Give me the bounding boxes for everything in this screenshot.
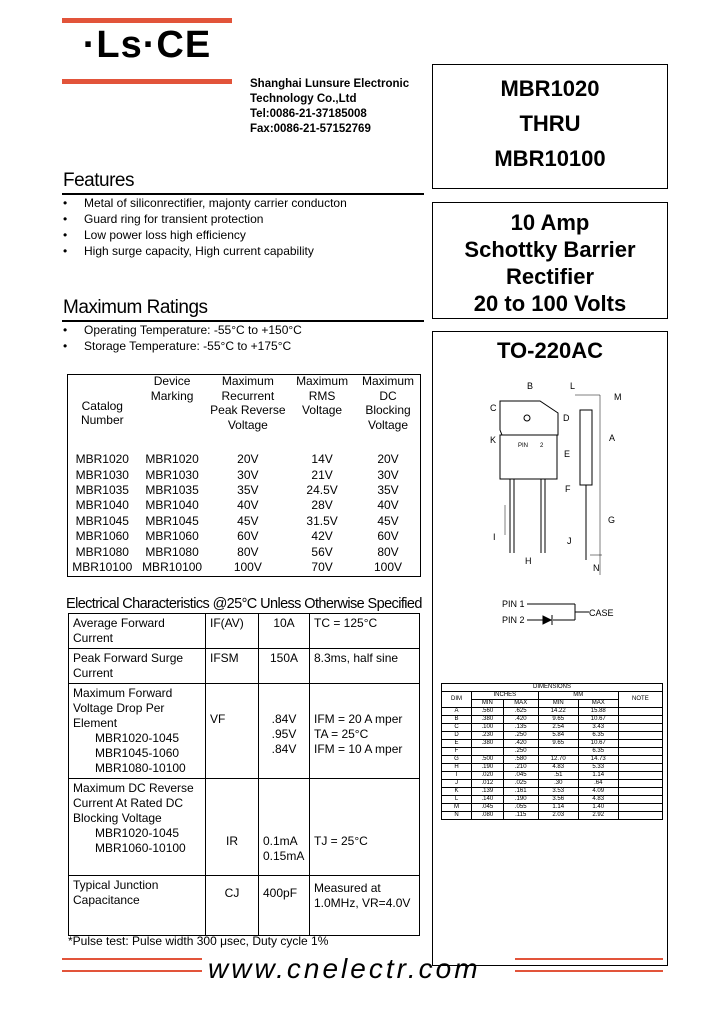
peak-surge-symbol: IFSM (206, 649, 259, 684)
dimension-cell (618, 788, 662, 796)
peak-surge-value: 150A (259, 649, 310, 684)
ratings-cell: 35V (377, 482, 399, 497)
dimension-cell: K (442, 788, 472, 796)
junction-cap-c2: 1.0MHz, VR=4.0V (314, 896, 411, 910)
footer-line-right (515, 958, 663, 960)
dimension-cell: 2.54 (538, 724, 578, 732)
dimension-cell (618, 740, 662, 748)
dimension-cell: 6.35 (578, 732, 618, 740)
forward-voltage-v2: .95V (271, 727, 297, 741)
ratings-cell: 60V (377, 529, 399, 544)
feature-item: • Guard ring for transient protection (63, 211, 347, 227)
dimension-cell: .250 (503, 732, 538, 740)
company-info (250, 77, 409, 137)
dimension-cell: .190 (471, 764, 503, 772)
dimension-cell: 15.88 (578, 708, 618, 716)
ratings-cell: MBR10100 (72, 559, 133, 574)
dimension-cell: .080 (471, 812, 503, 820)
ratings-cell: 42V (311, 529, 333, 544)
mm-max-header: MAX (578, 700, 618, 708)
dimension-row (442, 716, 663, 724)
junction-cap-c1: Measured at (314, 881, 381, 895)
company-logo: ·Ls·CE (82, 24, 212, 66)
dimensions-title: DIMENSIONS (442, 684, 663, 692)
forward-voltage-symbol: VF (206, 684, 259, 779)
dimensions-body (442, 708, 663, 820)
dimension-cell: .139 (471, 788, 503, 796)
dimension-cell: H (442, 764, 472, 772)
dimension-cell: 2.03 (538, 812, 578, 820)
dimension-cell: .020 (471, 772, 503, 780)
dimension-cell: N (442, 812, 472, 820)
ratings-cell: 20V (237, 452, 259, 467)
dimension-cell: G (442, 756, 472, 764)
dimension-cell: 3.53 (538, 788, 578, 796)
dimension-cell: D (442, 732, 472, 740)
junction-cap-symbol: CJ (206, 876, 259, 936)
dimension-cell: .420 (503, 716, 538, 724)
peak-surge-cond: 8.3ms, half sine (310, 649, 420, 684)
forward-voltage-c3: IFM = 10 A mper (314, 742, 403, 756)
dimension-cell: 2.92 (578, 812, 618, 820)
reverse-current-sub2: MBR1060-10100 (95, 841, 186, 855)
feature-item: • High surge capacity, High current capability (63, 243, 347, 259)
ratings-row (67, 452, 421, 467)
dimension-cell: 1.40 (578, 804, 618, 812)
ratings-cell: MBR1080 (75, 544, 129, 559)
label-c: C (490, 403, 497, 413)
dimensions-table (441, 683, 663, 820)
part-number-first: MBR1020 (500, 76, 600, 101)
dimension-cell: L (442, 796, 472, 804)
ratings-row (67, 514, 421, 529)
ratings-row (67, 560, 421, 575)
forward-voltage-c2: TA = 25°C (314, 727, 369, 741)
ratings-cell: MBR1080 (145, 544, 199, 559)
mm-header: MM (538, 692, 618, 700)
dimension-cell (618, 708, 662, 716)
footer-line-left-2 (62, 970, 202, 972)
label-g: G (608, 515, 616, 525)
company-name-2: Technology Co.,Ltd (250, 93, 357, 105)
ratings-cell: MBR1045 (75, 513, 129, 528)
features-list (63, 195, 347, 259)
dimension-cell (618, 724, 662, 732)
dimension-row (442, 796, 663, 804)
ratings-row (67, 483, 421, 498)
ratings-cell: MBR1035 (75, 482, 129, 497)
dimension-cell: .64 (578, 780, 618, 788)
dimension-cell: .230 (471, 732, 503, 740)
ratings-cell: 60V (237, 529, 259, 544)
desc-rectifier: Rectifier (505, 264, 595, 289)
dimension-cell: .115 (503, 812, 538, 820)
junction-cap-value: 400pF (259, 876, 310, 936)
forward-voltage-sub2: MBR1045-1060 (95, 746, 180, 760)
dimension-cell: 6.35 (578, 748, 618, 756)
temperature-list (63, 322, 302, 354)
electrical-table (68, 613, 420, 936)
col-catalog-number: Catalog Number (80, 398, 124, 427)
ratings-cell: 21V (311, 467, 333, 482)
feature-item: • Metal of siliconrectifier, majonty carrier conducton (63, 195, 347, 211)
dimension-row (442, 804, 663, 812)
dimension-cell: .500 (471, 756, 503, 764)
dimension-cell: .025 (503, 780, 538, 788)
company-fax: Fax:0086-21-57152769 (250, 123, 371, 135)
ratings-cell: 100V (233, 559, 262, 574)
dimension-cell: .140 (471, 796, 503, 804)
desc-voltage: 20 to 100 Volts (473, 291, 627, 316)
dimension-cell: 5.84 (538, 732, 578, 740)
ratings-cell: 28V (311, 498, 333, 513)
ratings-cell: MBR1030 (75, 467, 129, 482)
operating-temperature: • Operating Temperature: -55°C to +150°C (63, 322, 302, 338)
side-view-body (580, 410, 592, 485)
reverse-current-sub1: MBR1020-1045 (95, 826, 180, 840)
dimension-cell: 5.33 (578, 764, 618, 772)
pulse-test-note: *Pulse test: Pulse width 300 μsec, Duty cycle 1% (68, 934, 329, 948)
dimension-cell: .560 (471, 708, 503, 716)
dimension-cell (618, 716, 662, 724)
svg-text:PIN: PIN (518, 443, 529, 449)
dimension-cell: A (442, 708, 472, 716)
ratings-cell: 45V (237, 513, 259, 528)
dimension-cell (618, 732, 662, 740)
col-device-marking: Device Marking (150, 374, 194, 403)
svg-text:2: 2 (540, 443, 544, 449)
logo-bottom-bar (62, 79, 232, 84)
inch-max-header: MAX (503, 700, 538, 708)
label-n: N (593, 563, 600, 573)
dimension-row (442, 732, 663, 740)
max-ratings-heading: Maximum Ratings (63, 297, 208, 318)
part-number-box (432, 64, 668, 189)
ratings-cell: MBR1020 (145, 452, 199, 467)
ratings-row (67, 529, 421, 544)
label-l: L (570, 381, 576, 391)
ratings-cell: 30V (237, 467, 259, 482)
dimension-cell: .51 (538, 772, 578, 780)
footer-line-right-2 (515, 970, 663, 972)
dimension-cell: 4.09 (578, 788, 618, 796)
dimension-cell (618, 756, 662, 764)
desc-current: 10 Amp (510, 210, 590, 235)
footer-line-left (62, 958, 202, 960)
tab-outline (500, 401, 558, 435)
dimension-cell: 10.67 (578, 716, 618, 724)
label-f: F (565, 484, 571, 494)
col-rms-voltage: Maximum RMS Voltage (296, 374, 349, 417)
dimension-cell: .135 (503, 724, 538, 732)
ratings-cell: MBR10100 (142, 559, 203, 574)
package-name: TO-220AC (497, 338, 603, 363)
ratings-row (67, 498, 421, 513)
dimension-cell (471, 748, 503, 756)
dimension-cell: 14.73 (578, 756, 618, 764)
dimension-cell: .190 (503, 796, 538, 804)
label-d: D (563, 413, 570, 423)
label-h: H (525, 556, 532, 566)
ratings-cell: MBR1030 (145, 467, 199, 482)
col-peak-reverse-voltage: Maximum Recurrent Peak Reverse Voltage (210, 374, 286, 432)
body-outline (500, 435, 557, 479)
label-a: A (609, 433, 616, 443)
dimension-cell (618, 772, 662, 780)
forward-voltage-c1: IFM = 20 A mper (314, 712, 403, 726)
pin-1-label: PIN 1 (502, 599, 525, 609)
ratings-cell: 100V (374, 559, 403, 574)
ratings-row (67, 544, 421, 559)
ratings-cell: 40V (237, 498, 259, 513)
storage-temperature: • Storage Temperature: -55°C to +175°C (63, 338, 302, 354)
dimension-cell (618, 804, 662, 812)
ratings-cell: 20V (377, 452, 399, 467)
dimension-cell: .380 (471, 740, 503, 748)
dim-header: DIM (442, 692, 472, 708)
desc-type: Schottky Barrier (464, 237, 636, 262)
dimension-cell: .250 (503, 748, 538, 756)
dimension-cell: .012 (471, 780, 503, 788)
company-name: Shanghai Lunsure Electronic (250, 78, 410, 90)
ratings-cell: 45V (377, 513, 399, 528)
note-header: NOTE (618, 692, 662, 708)
inches-header: INCHES (471, 692, 538, 700)
dimension-cell: .625 (503, 708, 538, 716)
dimension-cell: .055 (503, 804, 538, 812)
logo-top-bar (62, 18, 232, 23)
dimension-cell: .045 (471, 804, 503, 812)
dimension-cell: 14.22 (538, 708, 578, 716)
reverse-current-cond: TJ = 25°C (310, 779, 420, 876)
pin-2-label: PIN 2 (502, 615, 525, 625)
package-outline-drawing (470, 375, 650, 575)
company-tel: Tel:0086-21-37185008 (250, 108, 367, 120)
pin-schematic-diagram (525, 598, 595, 630)
dimension-row (442, 740, 663, 748)
dimension-cell: .30 (538, 780, 578, 788)
col-dc-blocking-voltage: Maximum DC Blocking Voltage (362, 374, 415, 432)
label-b: B (527, 381, 534, 391)
dimension-cell: 4.83 (538, 764, 578, 772)
ratings-cell: 80V (237, 544, 259, 559)
peak-surge-param: Peak Forward Surge Current (69, 649, 206, 684)
dimension-cell: F (442, 748, 472, 756)
dimension-cell: J (442, 780, 472, 788)
dimension-cell: 1.14 (538, 804, 578, 812)
ratings-cell: MBR1020 (75, 452, 129, 467)
dimension-cell: 3.43 (578, 724, 618, 732)
ratings-cell: 30V (377, 467, 399, 482)
dimension-cell: 10.67 (578, 740, 618, 748)
dimension-row (442, 748, 663, 756)
ratings-cell: MBR1040 (75, 498, 129, 513)
dimension-cell: .161 (503, 788, 538, 796)
dimension-row (442, 772, 663, 780)
case-label: CASE (589, 608, 614, 618)
dimension-cell: B (442, 716, 472, 724)
dimension-cell: I (442, 772, 472, 780)
dimension-cell: 1.14 (578, 772, 618, 780)
dimension-cell (618, 780, 662, 788)
avg-forward-current-symbol: IF(AV) (206, 614, 259, 649)
avg-forward-current-value: 10A (259, 614, 310, 649)
reverse-current-v2: 0.15mA (263, 849, 305, 863)
ratings-cell: 40V (377, 498, 399, 513)
reverse-current-symbol: IR (206, 779, 259, 876)
dimension-cell: .100 (471, 724, 503, 732)
ratings-cell: MBR1060 (75, 529, 129, 544)
ratings-row (67, 467, 421, 482)
dimension-cell: 4.83 (578, 796, 618, 804)
dimension-cell (618, 812, 662, 820)
ratings-cell: MBR1045 (145, 513, 199, 528)
dimension-cell: 9.65 (538, 740, 578, 748)
dimension-row (442, 764, 663, 772)
forward-voltage-v1: .84V (271, 712, 297, 726)
label-k: K (490, 435, 497, 445)
dimension-cell (618, 796, 662, 804)
dimension-cell: 3.56 (538, 796, 578, 804)
mm-min-header: MIN (538, 700, 578, 708)
dimension-cell: 12.70 (538, 756, 578, 764)
dimension-cell: M (442, 804, 472, 812)
label-m: M (614, 392, 622, 402)
reverse-current-v1: 0.1mA (263, 834, 298, 848)
dimension-row (442, 812, 663, 820)
dimension-cell: .580 (503, 756, 538, 764)
dimension-cell: .045 (503, 772, 538, 780)
label-e: E (564, 449, 571, 459)
ratings-cell: MBR1035 (145, 482, 199, 497)
ratings-cell: 24.5V (306, 482, 338, 497)
footer-website-link[interactable]: www.cnelectr.com (208, 953, 481, 984)
ratings-cell: MBR1040 (145, 498, 199, 513)
dimension-row (442, 756, 663, 764)
ratings-cell: 80V (377, 544, 399, 559)
dimension-cell (618, 748, 662, 756)
dimension-cell: E (442, 740, 472, 748)
feature-item: • Low power loss high efficiency (63, 227, 347, 243)
avg-forward-current-cond: TC = 125°C (310, 614, 420, 649)
ratings-cell: 70V (311, 559, 333, 574)
dimension-cell: 9.65 (538, 716, 578, 724)
dimension-cell (538, 748, 578, 756)
forward-voltage-v3: .84V (271, 742, 297, 756)
avg-forward-current-param: Average Forward Current (69, 614, 206, 649)
junction-cap-param: Typical Junction Capacitance (69, 876, 206, 936)
electrical-heading: Electrical Characteristics @25°C Unless Otherwise Specified (66, 596, 422, 612)
dimension-cell (618, 764, 662, 772)
ratings-cell: 35V (237, 482, 259, 497)
dimension-row (442, 780, 663, 788)
dimension-cell: .380 (471, 716, 503, 724)
inch-min-header: MIN (471, 700, 503, 708)
label-j: J (567, 536, 572, 546)
part-number-last: MBR10100 (494, 146, 606, 171)
forward-voltage-sub1: MBR1020-1045 (95, 731, 180, 745)
dimension-row (442, 708, 663, 716)
ratings-cell: 14V (311, 452, 333, 467)
reverse-current-param: Maximum DC Reverse Current At Rated DC Blocking Voltage (73, 781, 194, 825)
dimension-cell: .210 (503, 764, 538, 772)
dimension-row (442, 724, 663, 732)
dimension-cell: C (442, 724, 472, 732)
ratings-cell: 31.5V (306, 513, 338, 528)
dimension-cell: .420 (503, 740, 538, 748)
ratings-body (67, 452, 421, 575)
features-heading: Features (63, 170, 134, 191)
forward-voltage-sub3: MBR1080-10100 (95, 761, 186, 775)
ratings-cell: 56V (311, 544, 333, 559)
dimension-row (442, 788, 663, 796)
forward-voltage-param: Maximum Forward Voltage Drop Per Element (73, 686, 173, 730)
description-box (432, 202, 668, 319)
label-i: I (493, 532, 496, 542)
ratings-cell: MBR1060 (145, 529, 199, 544)
ratings-table (67, 374, 421, 575)
part-number-thru: THRU (519, 111, 581, 136)
